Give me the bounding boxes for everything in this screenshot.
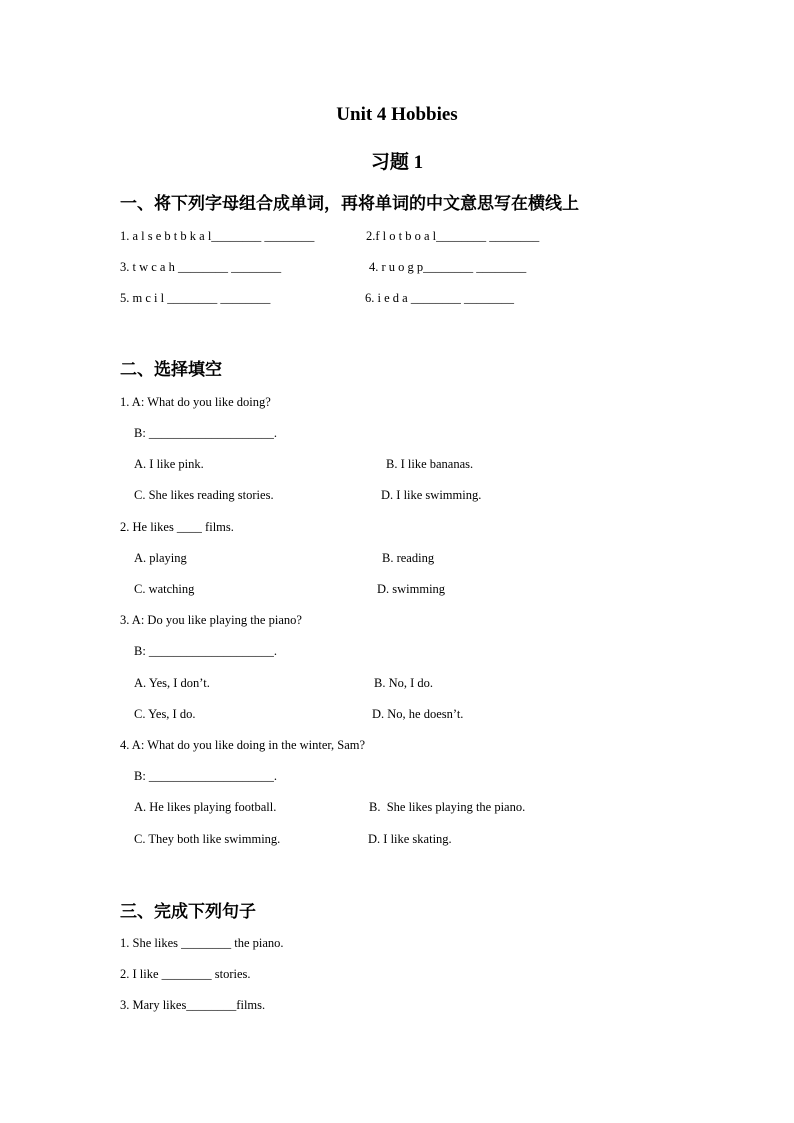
q4-answer-line: B: ____________________. [134,769,278,783]
q3-option-c: C. Yes, I do. [134,707,196,721]
part1-item-4: 4. r u o g p________ ________ [369,260,527,274]
q1-answer-line: B: ____________________. [134,426,278,440]
part3-item-1: 1. She likes ________ the piano. [120,936,284,950]
q3-option-d: D. No, he doesn’t. [372,707,464,721]
part3-item-3: 3. Mary likes________films. [120,998,266,1012]
part1-item-3: 3. t w c a h ________ ________ [120,260,282,274]
q2-option-a: A. playing [134,551,187,565]
q3-option-b: B. No, I do. [374,676,434,690]
q4-option-b: B. She likes playing the piano. [369,800,526,814]
exercise-title: 习题 1 [370,152,424,173]
part1-item-2: 2.f l o t b o a l________ ________ [366,229,540,243]
q1-option-a: A. I like pink. [134,457,204,471]
part2-heading: 二、选择填空 [120,360,222,379]
q3-option-a: A. Yes, I don’t. [134,676,210,690]
unit-title: Unit 4 Hobbies [336,104,458,125]
part1-heading: 一、将下列字母组合成单词，再将单词的中文意思写在横线上 [120,194,579,213]
q4-option-c: C. They both like swimming. [134,832,281,846]
part3-item-2: 2. I like ________ stories. [120,967,251,981]
q1-option-b: B. I like bananas. [386,457,474,471]
q1-option-c: C. She likes reading stories. [134,488,274,502]
q3-answer-line: B: ____________________. [134,644,278,658]
q2-option-d: D. swimming [377,582,446,596]
q4-option-d: D. I like skating. [368,832,452,846]
q4-option-a: A. He likes playing football. [134,800,277,814]
q3-stem: 3. A: Do you like playing the piano? [120,613,302,627]
q1-stem: 1. A: What do you like doing? [120,395,271,409]
part1-item-6: 6. i e d a ________ ________ [365,291,514,305]
q2-stem: 2. He likes ____ films. [120,520,234,534]
part1-item-5: 5. m c i l ________ ________ [120,291,271,305]
q2-option-c: C. watching [134,582,195,596]
part1-item-1: 1. a l s e b t b k a l________ ________ [120,229,315,243]
part3-heading: 三、完成下列句子 [120,902,256,921]
q2-option-b: B. reading [382,551,435,565]
q4-stem: 4. A: What do you like doing in the winter, Sam? [120,738,366,752]
q1-option-d: D. I like swimming. [381,488,482,502]
